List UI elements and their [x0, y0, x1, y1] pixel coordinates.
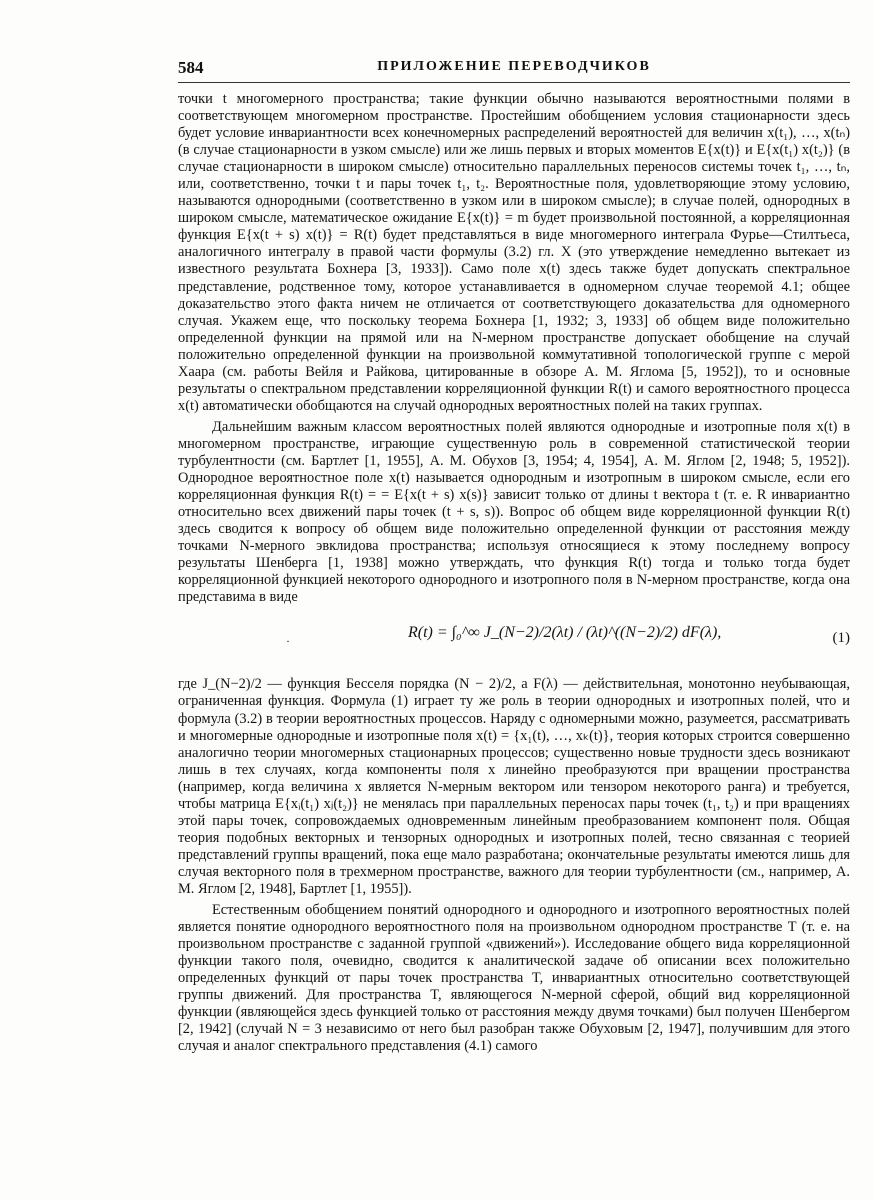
paragraph-1: точки t многомерного пространства; такие функции обычно называются вероятностными полями в соответствующем многомерном пространстве. Простейшим обобщением условия стационарности здесь будет условие инвариантности всех конечномерных распределений вероятностей для величин x(t₁), …, x(tₙ) (в случае стационарности в узком смысле) или же лишь первых и вторых моментов E{x(t)} и E{x(t₁) x(t₂)} (в случае стационарности в широком смысле) относительно параллельных переносов системы точек t₁, …, tₙ, или, соответственно, точки t и пары точек t₁, t₂. Вероятностные поля, удовлетворяющие этому условию, называются однородными (соответственно в узком или в широком смысле); в случае полей, однородных в широком смысле, математическое ожидание E{x(t)} = m будет произвольной постоянной, а корреляционная функция E{x(t + s) x(t)} = R(t) будет представляться в виде многомерного интеграла Фурье—Стилтьеса, аналогичного интегралу в правой части формулы (3.2) гл. X (это утверждение немедленно вытекает из известного результата Бохнера [3, 1933]). Само поле x(t) здесь также будет допускать спектральное представление, родственное тому, которое устанавливается в одномерном случае теоремой 4.1; общее доказательство этого факта ничем не отличается от соответствующего доказательства для одномерного случая. Укажем еще, что поскольку теорема Бохнера [1, 1932; 3, 1933] об общем виде положительно определенной функции на прямой или на N-мерном пространстве допускает обобщение на случай положительно определенной функции на произвольной коммутативной топологической группе с мерой Хаара (см. работы Вейля и Райкова, цитированные в обзоре А. М. Яглома [5, 1952]), то и основные результаты о спектральном представлении корреляционной функции R(t) и самого вероятностного процесса x(t) автоматически обобщаются на случай однородных вероятностных полей на таких группах.: [178, 91, 850, 414]
formula-block: [178, 612, 850, 672]
paragraph-2: Дальнейшим важным классом вероятностных полей являются однородные и изотропные поля x(t) в многомерном пространстве, играющие существенную роль в современной статистической теории турбулентности (см. Бартлет [1, 1955], А. М. Обухов [3, 1954; 4, 1954], А. М. Яглом [2, 1948; 5, 1952]). Однородное вероятностное поле x(t) называется однородным и изотропным в широком смысле, если его корреляционная функция R(t) = = E{x(t + s) x(s)} зависит только от длины t вектора t (т. е. R инвариантно относительно всех движений пары точек (t + s, s)). Вопрос об общем виде корреляционной функции R(t) здесь сводится к вопросу об общем виде положительно определенной функции от расстояния между точками N-мерного эвклидова пространства; используя относящиеся к этому последнему вопросу результаты Шенберга [1, 1938] можно утверждать, что функция R(t) тогда и только тогда будет корреляционной функцией некоторого однородного и изотропного поля в N-мерном пространстве, когда она представима в виде: [178, 418, 850, 606]
paragraph-4: Естественным обобщением понятий однородного и однородного и изотропного вероятностных полей является понятие однородного вероятностного поля на произвольном однородном пространстве T (т. е. на произвольном пространстве с заданной группой «движений»). Исследование общего вида корреляционной функции такого поля, очевидно, сводится к аналитической задаче об описании всех положительно определенных функций от пары точек пространства T, инвариантных относительно соответствующей группы движений. Для пространства T, являющегося N-мерной сферой, общий вид корреляционной функции (являющейся здесь функцией только от расстояния между двумя точками) был получен Шенбергом [2, 1942] (случай N = 3 независимо от него был разобран также Обуховым [2, 1947], получившим для этого случая и аналог спектрального представления (4.1) самого: [178, 902, 850, 1055]
page-header: [178, 58, 850, 80]
header-rule: [178, 82, 850, 83]
running-title: ПРИЛОЖЕНИЕ ПЕРЕВОДЧИКОВ: [377, 59, 651, 74]
page-number: 584: [178, 58, 204, 77]
body-text: [178, 91, 850, 1055]
formula-number: (1): [832, 630, 850, 647]
paragraph-3: где J_(N−2)/2 — функция Бесселя порядка (N − 2)/2, а F(λ) — действительная, монотонно неубывающая, ограниченная функция. Формула (1) играет ту же роль в теории однородных и изотропных полей, что и формула (3.2) в теории вероятностных процессов. Наряду с одномерными можно, разумеется, рассматривать и многомерные однородные и изотропные поля x(t) = {x₁(t), …, xₖ(t)}, теория которых строится совершенно аналогично теории многомерных стационарных процессов; существенно новые трудности здесь возникают лишь в тех случаях, когда компоненты поля x линейно преобразуются при вращении пространства (например, когда величина x является N-мерным вектором или тензором некоторого ранга) и требуется, чтобы матрица E{xᵢ(t₁) xⱼ(t₂)} не менялась при параллельных переносах пары точек (t₁, t₂) и при вращениях этой пары точек, сопровождаемых одновременным линейным преобразованием компонент поля. Общая теория подобных векторных и тензорных однородных и изотропных полей, тесно связанная с теорией представлений группы вращений, пока еще мало разработана; окончательные результаты имеются лишь для случая векторного поля в трехмерном пространстве, важного для теории турбулентности (см., например, А. М. Яглом [2, 1948], Бартлет [1, 1955]).: [178, 676, 850, 897]
margin-dot: ·: [286, 634, 290, 649]
formula-expression: R(t) = ∫₀^∞ J_(N−2)/2(λt) / (λt)^((N−2)/2) dF(λ),: [408, 624, 722, 642]
